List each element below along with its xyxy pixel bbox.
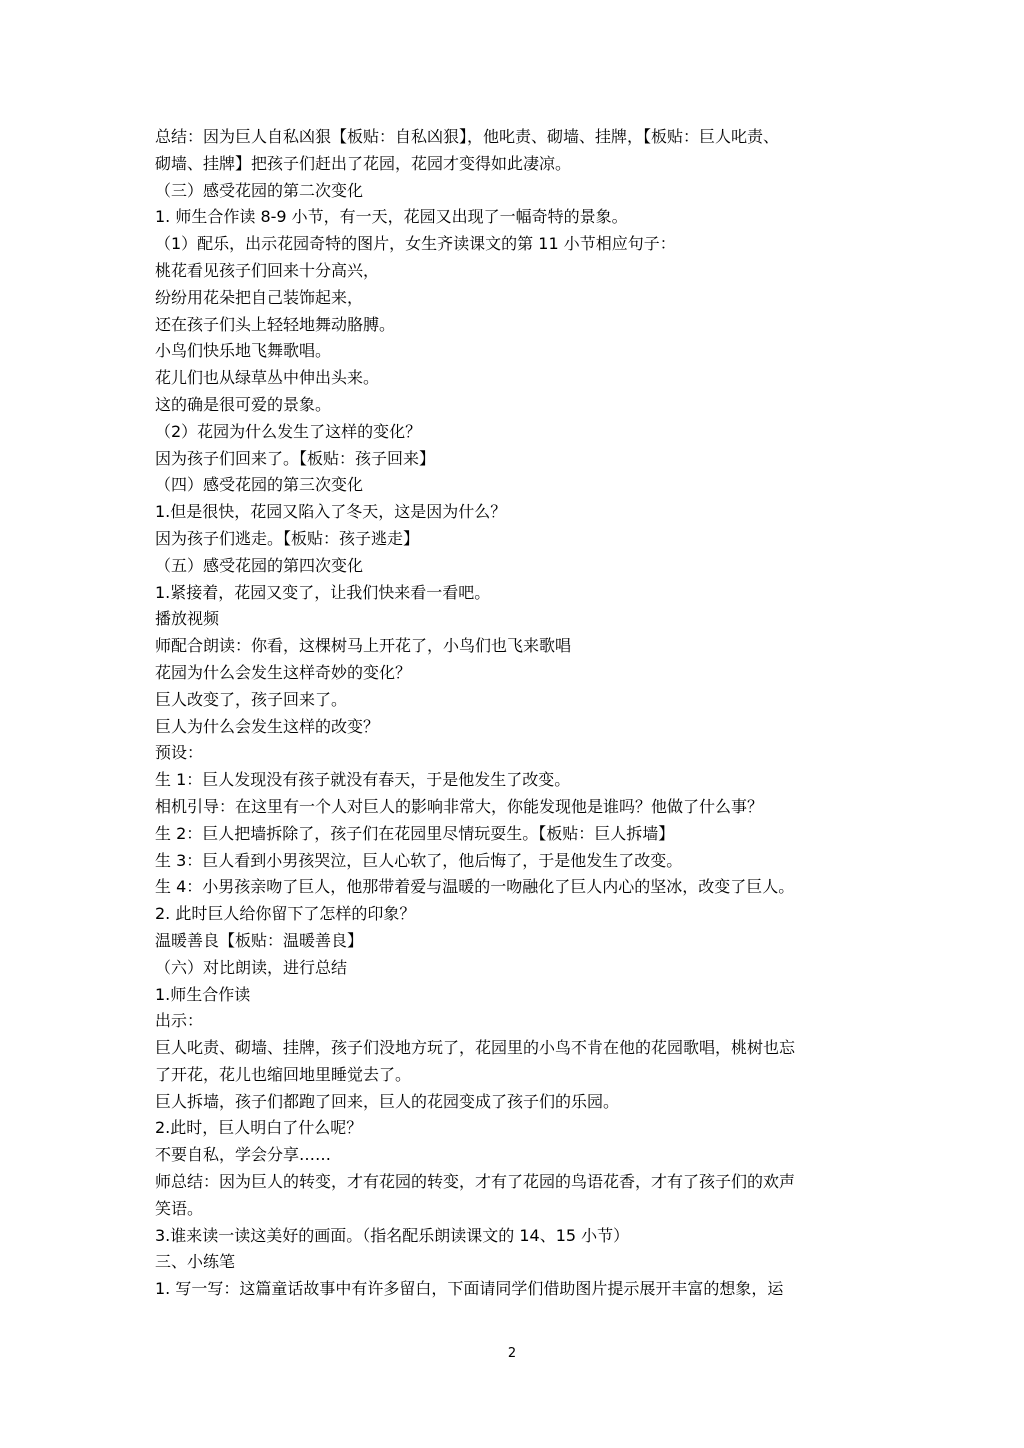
text-line: 3.谁来读一读这美好的画面。（指名配乐朗读课文的 14、15 小节） <box>155 1225 630 1245</box>
document-body <box>155 124 875 1303</box>
text-line: 花儿们也从绿草丛中伸出头来。 <box>155 368 380 388</box>
page-number: 2 <box>507 1346 517 1361</box>
text-line: （1）配乐，出示花园奇特的图片，女生齐读课文的第 11 小节相应句子： <box>155 234 676 254</box>
text-line: （2）花园为什么发生了这样的变化？ <box>155 421 422 441</box>
text-line: 2. 此时巨人给你留下了怎样的印象？ <box>155 904 416 924</box>
text-line: 因为孩子们逃走。【板贴：孩子逃走】 <box>155 528 420 548</box>
text-line: 纷纷用花朵把自己装饰起来， <box>155 287 364 307</box>
text-line: 因为孩子们回来了。【板贴：孩子回来】 <box>155 448 436 468</box>
text-line: 预设： <box>155 743 204 763</box>
text-line: 花园为什么会发生这样奇妙的变化？ <box>155 662 412 682</box>
text-line: 生 1：巨人发现没有孩子就没有春天，于是他发生了改变。 <box>155 770 571 790</box>
text-line: 这的确是很可爱的景象。 <box>155 394 332 414</box>
text-line: 生 4：小男孩亲吻了巨人，他那带着爱与温暖的一吻融化了巨人内心的坚冰，改变了巨人。 <box>155 877 795 897</box>
text-line: 巨人拆墙，孩子们都跑了回来，巨人的花园变成了孩子们的乐园。 <box>155 1091 620 1111</box>
text-line: 笑语。 <box>155 1198 204 1218</box>
text-line: 桃花看见孩子们回来十分高兴， <box>155 260 380 280</box>
text-line: 1.紧接着，花园又变了，让我们快来看一看吧。 <box>155 582 491 602</box>
text-line: （五）感受花园的第四次变化 <box>155 555 364 575</box>
text-line: 1.师生合作读 <box>155 984 251 1004</box>
text-line: （三）感受花园的第二次变化 <box>155 180 364 200</box>
text-line: 总结：因为巨人自私凶狠【板贴：自私凶狠】，他叱责、砌墙、挂牌，【板贴：巨人叱责、 <box>155 127 780 146</box>
text-line: 了开花，花儿也缩回地里睡觉去了。 <box>155 1064 412 1084</box>
text-line: 1. 写一写：这篇童话故事中有许多留白，下面请同学们借助图片提示展开丰富的想象，运 <box>155 1279 784 1299</box>
text-line: 生 2：巨人把墙拆除了，孩子们在花园里尽情玩耍生。【板贴：巨人拆墙】 <box>155 823 675 843</box>
text-line: 师总结：因为巨人的转变，才有花园的转变，才有了花园的鸟语花香，才有了孩子们的欢声 <box>155 1172 796 1192</box>
text-line: 三、小练笔 <box>155 1252 236 1272</box>
text-line: 2.此时，巨人明白了什么呢？ <box>155 1118 363 1138</box>
text-line: 1.但是很快，花园又陷入了冬天，这是因为什么？ <box>155 502 507 522</box>
text-line: 巨人改变了，孩子回来了。 <box>155 689 348 709</box>
text-line: 不要自私，学会分享…… <box>155 1145 332 1165</box>
text-line: 播放视频 <box>155 609 220 629</box>
text-line: （六）对比朗读，进行总结 <box>155 957 348 977</box>
text-line: （四）感受花园的第三次变化 <box>155 475 364 495</box>
text-line: 小鸟们快乐地飞舞歌唱。 <box>155 341 332 361</box>
text-line: 还在孩子们头上轻轻地舞动胳膊。 <box>155 314 396 334</box>
text-line: 温暖善良【板贴：温暖善良】 <box>155 930 364 950</box>
text-line: 巨人为什么会发生这样的改变？ <box>155 716 380 736</box>
text-line: 出示： <box>155 1011 204 1031</box>
text-line: 巨人叱责、砌墙、挂牌，孩子们没地方玩了，花园里的小鸟不肯在他的花园歌唱，桃树也忘 <box>155 1038 796 1058</box>
text-line: 1. 师生合作读 8-9 小节，有一天，花园又出现了一幅奇特的景象。 <box>155 207 628 227</box>
text-line: 砌墙、挂牌】把孩子们赶出了花园，花园才变得如此凄凉。 <box>155 153 572 173</box>
text-line: 生 3：巨人看到小男孩哭泣，巨人心软了，他后悔了，于是他发生了改变。 <box>155 850 683 870</box>
text-line: 相机引导：在这里有一个人对巨人的影响非常大，你能发现他是谁吗？他做了什么事？ <box>155 796 764 816</box>
text-line: 师配合朗读：你看，这棵树马上开花了，小鸟们也飞来歌唱 <box>155 636 572 656</box>
